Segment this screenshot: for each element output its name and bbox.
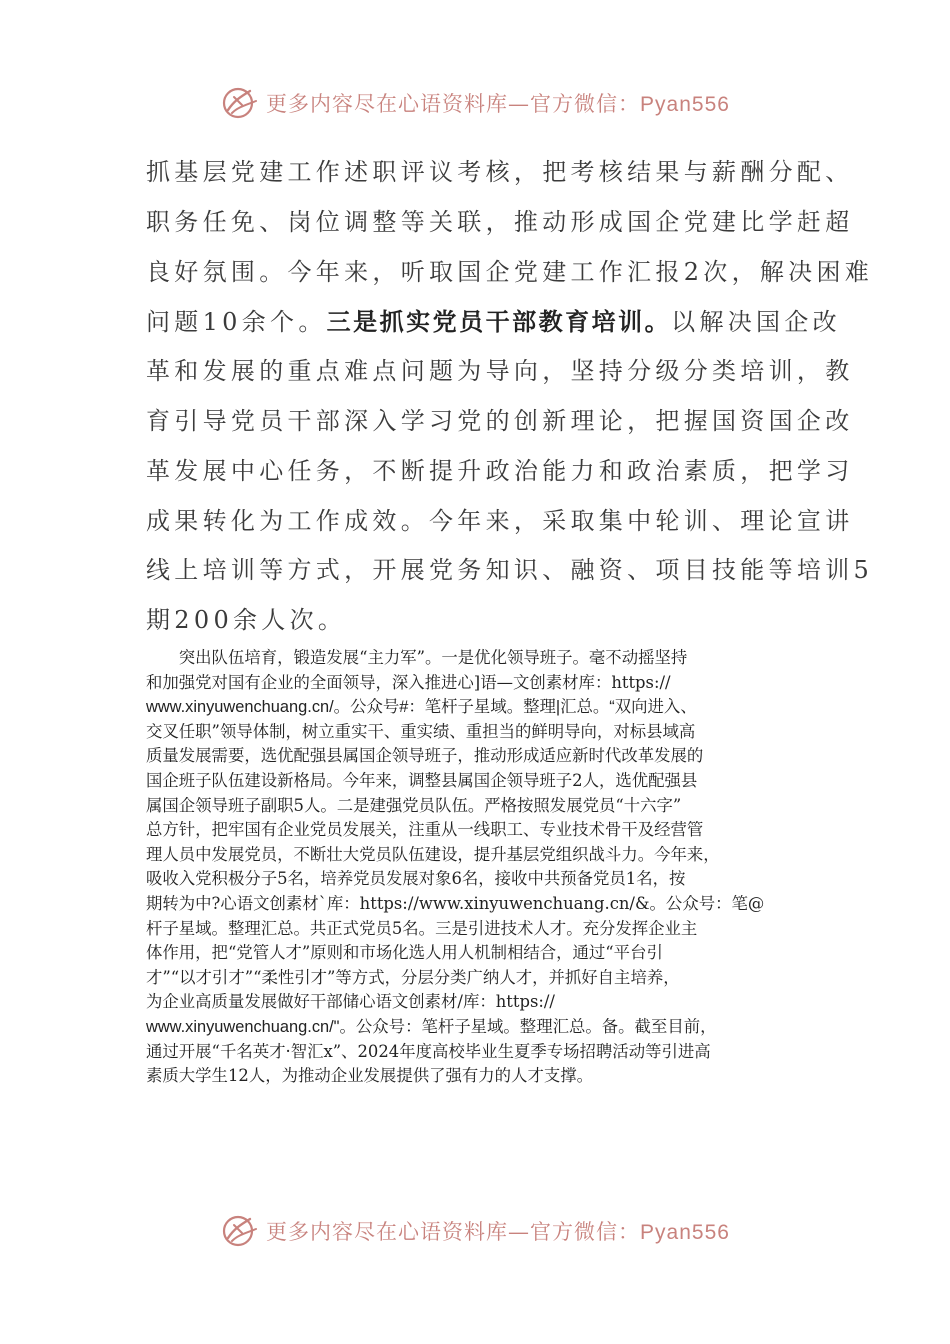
text-line: 期200余人次。 xyxy=(146,606,347,635)
quill-signature-icon xyxy=(220,83,260,123)
text-line: 国企班子队伍建设新格局。今年来，调整县属国企领导班子2人，选优配强县 xyxy=(146,770,698,790)
wechat-id: Pyan556 xyxy=(640,93,730,116)
text-line: 杆子星域。整理汇总。共正式党员5名。三是引进技术人才。充分发挥企业主 xyxy=(146,918,698,938)
text-line: 革发展中心任务，不断提升政治能力和政治素质，把学习 xyxy=(146,456,854,485)
text-line: 抓基层党建工作述职评议考核，把考核结果与薪酬分配、 xyxy=(146,158,854,186)
text-line: 吸收入党积极分子5名，培养党员发展对象6名，接收中共预备党员1名，按 xyxy=(146,869,686,889)
bold-heading: 三是抓实党员干部教育培训。 xyxy=(326,307,672,337)
text-line: 突出队伍培育，锻造发展“主力军”。一是优化领导班子。毫不动摇坚持 xyxy=(146,648,688,667)
text-line: 交叉任职”领导体制，树立重实干、重实绩、重担当的鲜明导向，对标县域高 xyxy=(146,721,696,741)
text-line: 期转为中?心语文创素材`库：https://www.xinyuwenchuang.cn/&。公众号：笔@ xyxy=(146,893,765,913)
text-line: 革和发展的重点难点问题为导向，坚持分级分类培训，教 xyxy=(146,357,854,386)
paragraph-one xyxy=(146,148,874,646)
text-line: 理人员中发展党员，不断壮大党员队伍建设，提升基层党组织战斗力。今年来， xyxy=(146,844,720,864)
text-line: 属国企领导班子副职5人。二是建强党员队伍。严格按照发展党员“十六字” xyxy=(146,795,682,815)
footer-banner xyxy=(0,1208,950,1254)
wechat-id: Pyan556 xyxy=(640,1221,730,1244)
text-line: www.xinyuwenchuang.cn/。公众号#：笔杆子星域。整理|汇总。“双向进入、 xyxy=(146,698,697,717)
text-line: 才”“以才引才”“柔性引才”等方式，分层分类广纳人才，并抓好自主培养， xyxy=(146,967,680,987)
text-line: 通过开展“千名英才·智汇x”、2024年度高校毕业生夏季专场招聘活动等引进高 xyxy=(146,1041,711,1061)
quill-signature-icon xyxy=(220,1211,260,1251)
text-line: www.xinyuwenchuang.cn/"。公众号：笔杆子星域。整理汇总。备。截至目前， xyxy=(146,1017,717,1036)
text-line: 育引导党员干部深入学习党的创新理论，把握国资国企改 xyxy=(146,406,854,435)
paragraph-two xyxy=(146,646,810,1089)
text-line: 问题10余个。三是抓实党员干部教育培训。以解决国企改 xyxy=(146,307,841,337)
text-line: 体作用，把“党管人才”原则和市场化选人用人机制相结合，通过“平台引 xyxy=(146,943,663,963)
text-line: 素质大学生12人，为推动企业发展提供了强有力的人才支撑。 xyxy=(146,1066,594,1086)
text-line: 质量发展需要，选优配强县属国企领导班子，推动形成适应新时代改革发展的 xyxy=(146,746,704,766)
text-line: 良好氛围。今年来，听取国企党建工作汇报2次，解决困难 xyxy=(146,257,874,286)
text-line: 和加强党对国有企业的全面领导，深入推进心]语—文创素材库：https:// xyxy=(146,672,671,692)
header-banner xyxy=(0,80,950,126)
text-line: 为企业高质量发展做好干部储心语文创素材/库：https:// xyxy=(146,992,555,1012)
text-line: 成果转化为工作成效。今年来，采取集中轮训、理论宣讲 xyxy=(146,506,854,535)
text-line: 总方针，把牢国有企业党员发展关，注重从一线职工、专业技术骨干及经营管 xyxy=(146,820,704,840)
text-line: 线上培训等方式，开展党务知识、融资、项目技能等培训5 xyxy=(146,556,874,585)
banner-text: 更多内容尽在心语资料库—官方微信：Pyan556 xyxy=(266,92,730,116)
banner-text: 更多内容尽在心语资料库—官方微信：Pyan556 xyxy=(266,1220,730,1244)
text-line: 职务任免、岗位调整等关联，推动形成国企党建比学赶超 xyxy=(146,207,854,236)
